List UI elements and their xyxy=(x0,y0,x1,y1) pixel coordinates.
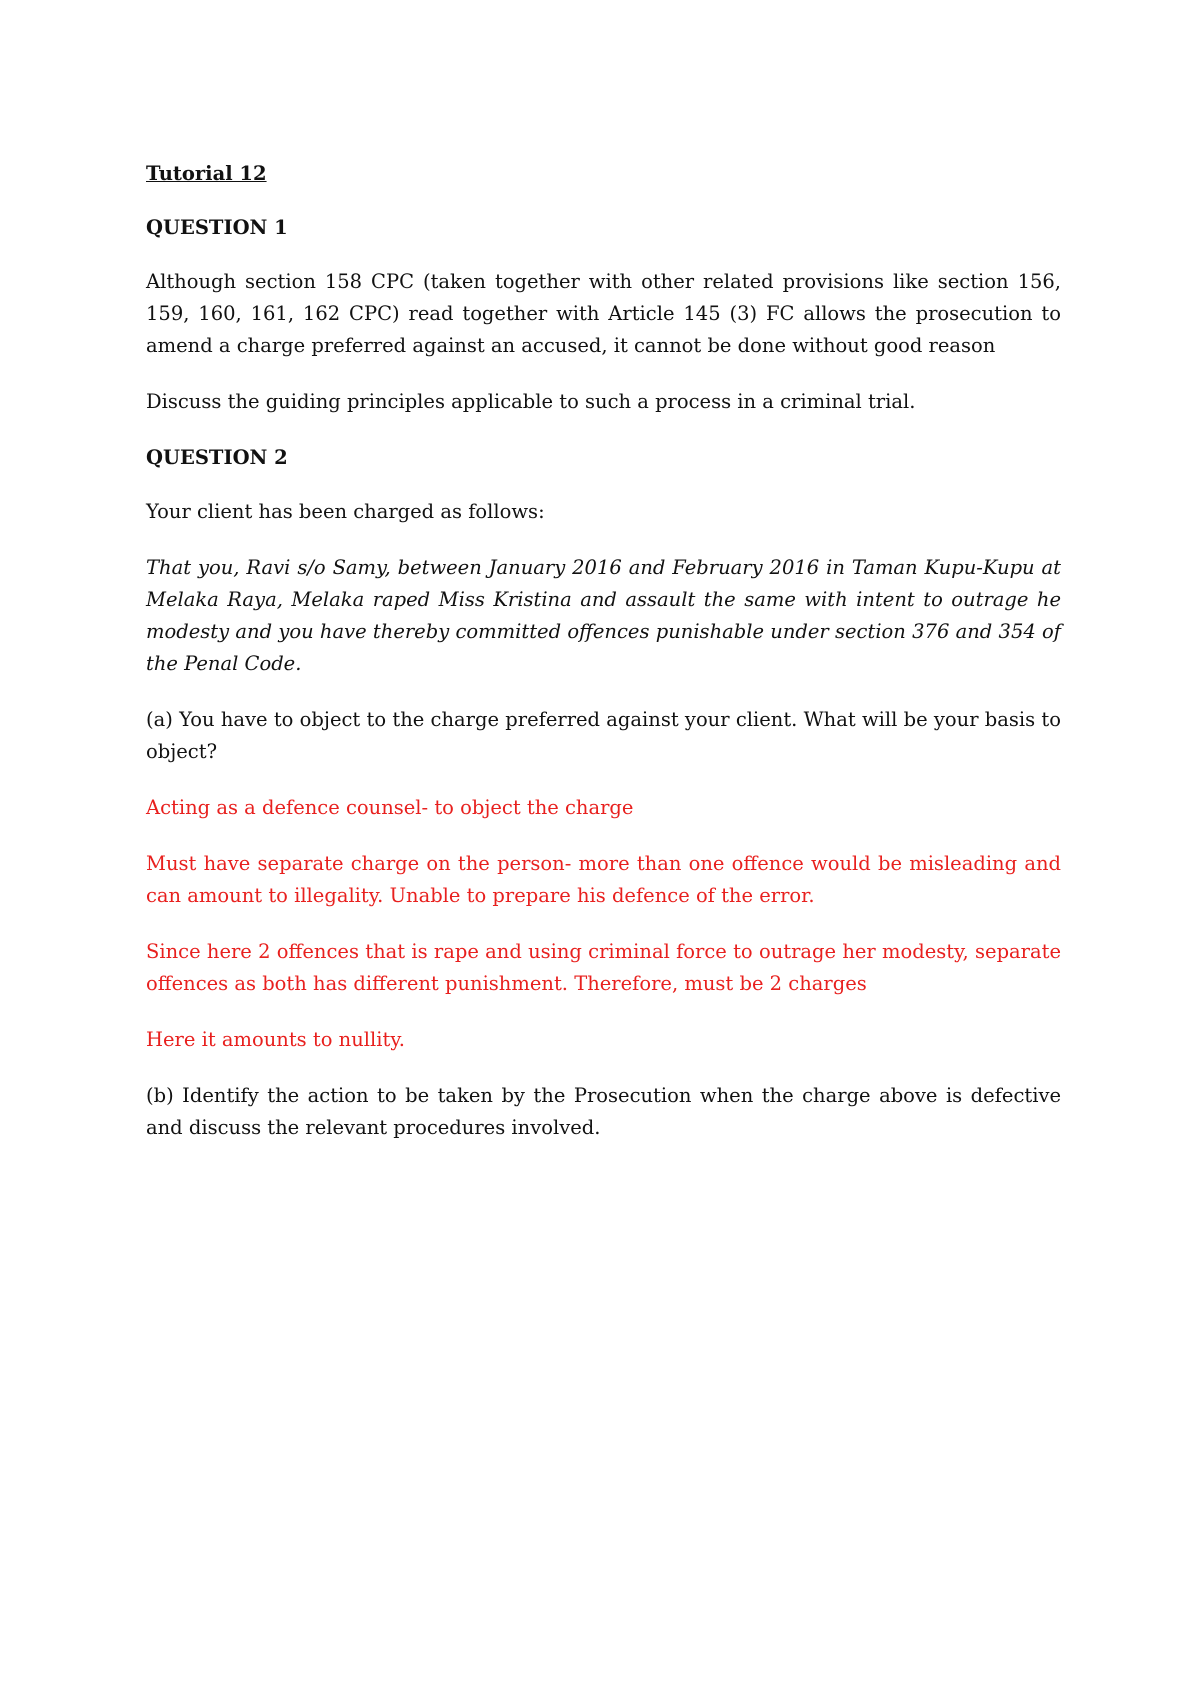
document-page xyxy=(146,158,1061,1168)
charge-text: That you, Ravi s/o Samy, between January 2016 and February 2016 in Taman Kupu-Kupu at Melaka Raya, Melaka raped Miss Kristina and assault the same with intent to outrage he modesty and you have thereby committed offences punishable under section 376 and 354 of the Penal Code. xyxy=(146,556,1061,675)
question-1-heading: QUESTION 1 xyxy=(146,216,288,239)
question-2-intro: Your client has been charged as follows: xyxy=(146,500,545,523)
question-1-paragraph: Although section 158 CPC (taken together with other related provisions like section 156, 159, 160, 161, 162 CPC) read together with Article 145 (3) FC allows the prosecution to amend a charge preferred against an accused, it cannot be done without good reason xyxy=(146,270,1061,357)
answer-line-3: Since here 2 offences that is rape and using criminal force to outrage her modesty, separate offences as both has different punishment. Therefore, must be 2 charges xyxy=(146,940,1061,995)
answer-line-4: Here it amounts to nullity. xyxy=(146,1028,405,1051)
answer-line-2: Must have separate charge on the person- more than one offence would be misleading and can amount to illegality. Unable to prepare his defence of the error. xyxy=(146,852,1061,907)
question-2-heading: QUESTION 2 xyxy=(146,446,288,469)
question-2-part-a: (a) You have to object to the charge preferred against your client. What will be your basis to object? xyxy=(146,708,1061,763)
question-1-task: Discuss the guiding principles applicable to such a process in a criminal trial. xyxy=(146,390,916,413)
document-title: Tutorial 12 xyxy=(146,162,267,185)
answer-line-1: Acting as a defence counsel- to object the charge xyxy=(146,796,634,819)
question-2-part-b: (b) Identify the action to be taken by the Prosecution when the charge above is defective and discuss the relevant procedures involved. xyxy=(146,1084,1061,1139)
